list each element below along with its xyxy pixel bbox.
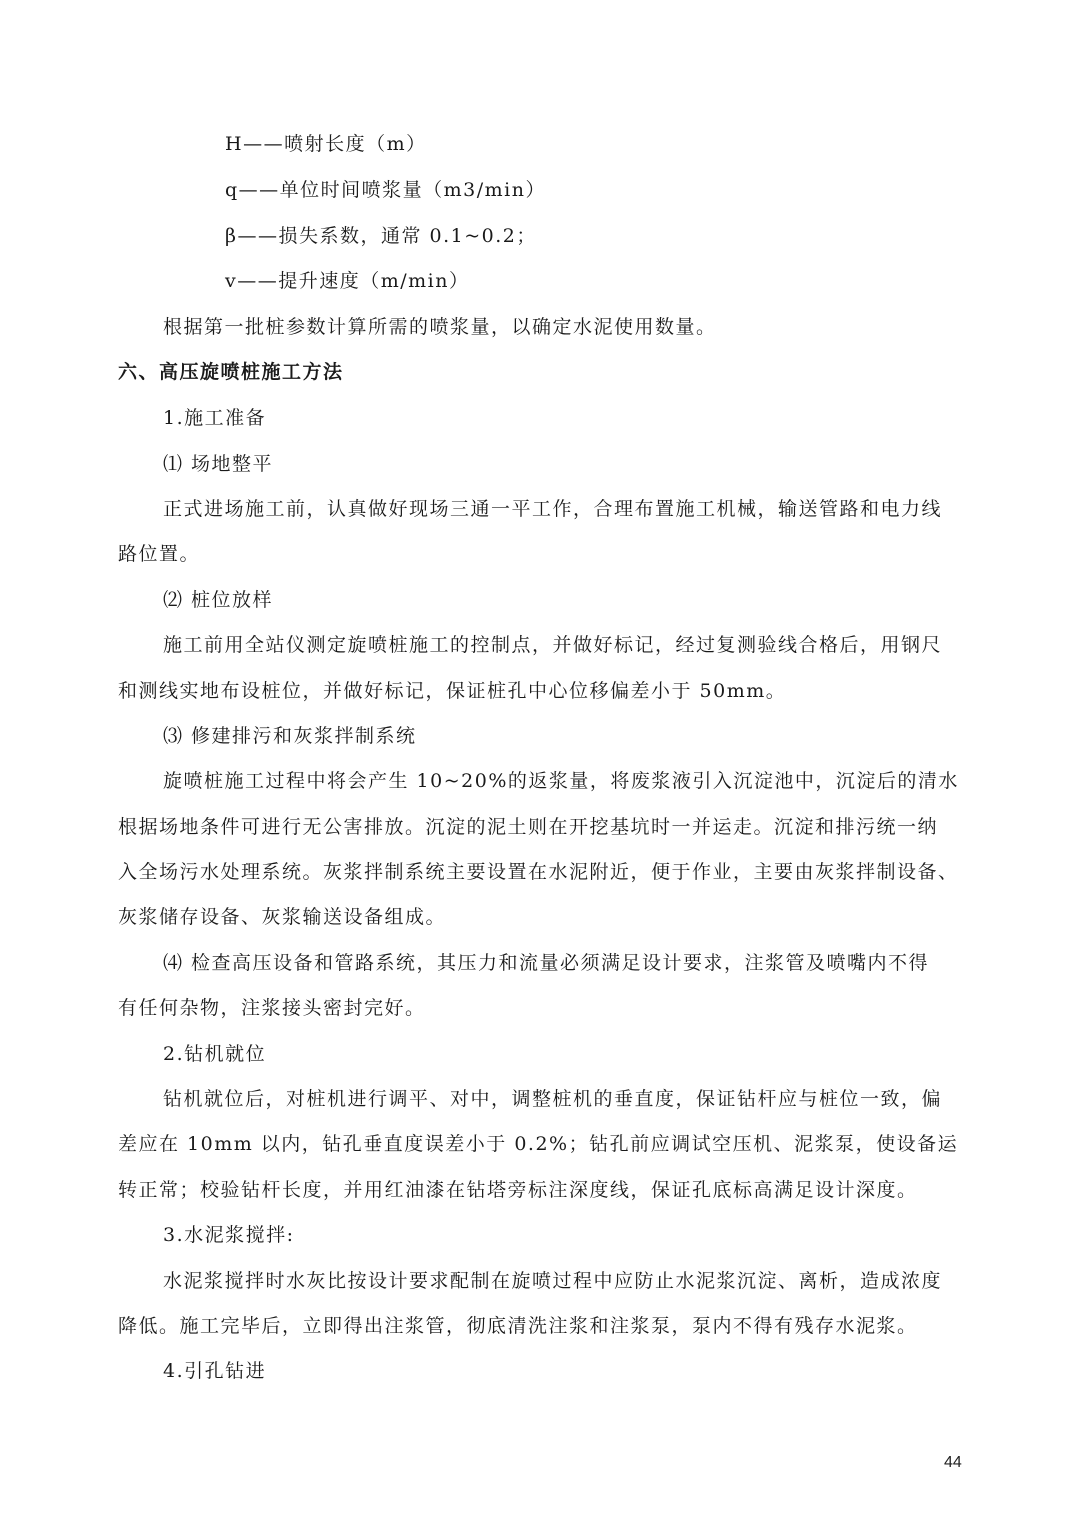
intro-paragraph: 根据第一批桩参数计算所需的喷浆量，以确定水泥使用数量。 xyxy=(163,316,717,338)
subsection-title-3: 3.水泥浆搅拌: xyxy=(163,1224,295,1246)
paragraph-line: 正式进场施工前，认真做好现场三通一平工作，合理布置施工机械，输送管路和电力线 xyxy=(163,498,943,520)
paragraph-line: 施工前用全站仪测定旋喷桩施工的控制点，并做好标记，经过复测验线合格后，用钢尺 xyxy=(163,634,943,656)
paragraph-line: 路位置。 xyxy=(118,543,201,565)
paragraph-line: 降低。施工完毕后，立即得出注浆管，彻底清洗注浆和注浆泵，泵内不得有残存水泥浆。 xyxy=(118,1315,918,1337)
paragraph-line: 钻机就位后，对桩机进行调平、对中，调整桩机的垂直度，保证钻杆应与桩位一致，偏 xyxy=(163,1088,943,1110)
paragraph-line: 和测线实地布设桩位，并做好标记，保证桩孔中心位移偏差小于 50mm。 xyxy=(118,680,787,702)
item-title-3: ⑶ 修建排污和灰浆拌制系统 xyxy=(163,725,417,747)
definition-q: q——单位时间喷浆量（m3/min） xyxy=(225,179,546,201)
subsection-title-1: 1.施工准备 xyxy=(163,407,267,429)
paragraph-line: 入全场污水处理系统。灰浆拌制系统主要设置在水泥附近，便于作业，主要由灰浆拌制设备、 xyxy=(118,861,959,883)
item-title-2: ⑵ 桩位放样 xyxy=(163,589,274,611)
page-number: 44 xyxy=(944,1454,962,1471)
definition-beta: β——损失系数，通常 0.1~0.2； xyxy=(225,225,537,247)
paragraph-line: 根据场地条件可进行无公害排放。沉淀的泥土则在开挖基坑时一并运走。沉淀和排污统一纳 xyxy=(118,816,939,838)
definition-v: v——提升速度（m/min） xyxy=(225,270,470,292)
definition-h: H——喷射长度（m） xyxy=(225,133,427,155)
subsection-title-4: 4.引孔钻进 xyxy=(163,1360,267,1382)
section-heading: 六、高压旋喷桩施工方法 xyxy=(118,361,344,383)
paragraph-line: 水泥浆搅拌时水灰比按设计要求配制在旋喷过程中应防止水泥浆沉淀、离析，造成浓度 xyxy=(163,1270,943,1292)
paragraph-line: 转正常；校验钻杆长度，并用红油漆在钻塔旁标注深度线，保证孔底标高满足设计深度。 xyxy=(118,1179,918,1201)
paragraph-line: ⑷ 检查高压设备和管路系统，其压力和流量必须满足设计要求，注浆管及喷嘴内不得 xyxy=(163,952,930,974)
paragraph-line: 旋喷桩施工过程中将会产生 10~20%的返浆量，将废浆液引入沉淀池中，沉淀后的清水 xyxy=(163,770,959,792)
subsection-title-2: 2.钻机就位 xyxy=(163,1043,267,1065)
paragraph-line: 有任何杂物，注浆接头密封完好。 xyxy=(118,997,426,1019)
item-title-1: ⑴ 场地整平 xyxy=(163,453,274,475)
paragraph-line: 差应在 10mm 以内，钻孔垂直度误差小于 0.2%；钻孔前应调试空压机、泥浆泵，使设备运 xyxy=(118,1133,959,1155)
paragraph-line: 灰浆储存设备、灰浆输送设备组成。 xyxy=(118,906,447,928)
